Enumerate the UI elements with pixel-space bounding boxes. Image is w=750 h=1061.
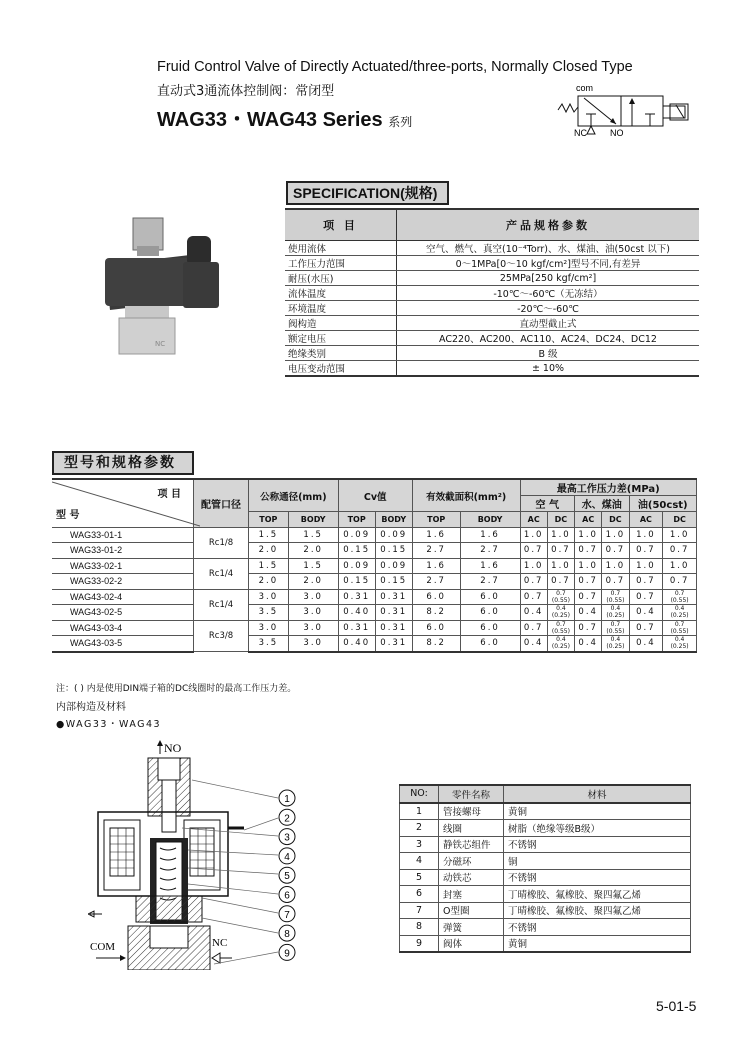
model-name: WAG43-03-4 [52, 620, 194, 636]
title-chinese: 直动式3通流体控制阀：常闭型 [157, 84, 335, 99]
parts-row [400, 803, 691, 820]
part-material: 不锈钢 [504, 836, 691, 853]
model-water-dc: 0.7 [602, 574, 629, 590]
model-cv-top: 0.15 [338, 543, 375, 559]
model-port: Rc1/4 [194, 589, 249, 620]
spec-row [285, 301, 699, 316]
model-cv-body: 0.31 [375, 620, 412, 636]
model-name: WAG43-03-5 [52, 636, 194, 652]
pressure-value: 0.4 [674, 636, 685, 644]
model-cv-top: 0.40 [338, 636, 375, 652]
model-row [52, 605, 697, 621]
model-area-body: 6.0 [460, 589, 520, 605]
model-area-body: 2.7 [460, 543, 520, 559]
callout-number: 6 [284, 890, 290, 902]
spec-table [285, 208, 699, 377]
parts-row [400, 886, 691, 903]
model-cv-top: 0.09 [338, 527, 375, 543]
model-row [52, 543, 697, 559]
part-no: 1 [400, 803, 439, 820]
part-name: 弹簧 [439, 919, 504, 936]
model-oil-ac: 0.7 [629, 543, 663, 559]
model-oil-ac: 1.0 [629, 558, 663, 574]
header-port: 配管口径 [194, 479, 249, 527]
spec-item: 工作压力范围 [285, 256, 397, 271]
subheader-body: BODY [288, 512, 338, 528]
callout-number: 1 [284, 794, 290, 805]
model-cv-top: 0.40 [338, 605, 375, 621]
pressure-value: 0.4 [556, 605, 566, 613]
spec-row [285, 271, 699, 286]
model-area-body: 6.0 [460, 605, 520, 621]
model-air-dc: 1.0 [547, 558, 574, 574]
model-area-top: 2.7 [412, 543, 460, 559]
pressure-value: 0.7 [556, 589, 566, 597]
model-air-dc: 0.7 [547, 574, 574, 590]
part-no: 3 [400, 836, 439, 853]
diagram-com-label: COM [90, 941, 116, 953]
models-heading: 型号和规格参数 [52, 451, 194, 475]
part-no: 5 [400, 869, 439, 886]
construction-title: 内部构造及材料 [56, 702, 126, 713]
model-dia-body: 1.5 [288, 527, 338, 543]
model-air-ac: 0.4 [520, 636, 547, 652]
model-dia-top: 3.0 [249, 620, 289, 636]
spec-item: 阀构造 [285, 316, 397, 331]
series-suffix: 系列 [388, 115, 413, 129]
parts-row [400, 902, 691, 919]
pressure-value: 0.7 [674, 589, 685, 597]
spec-value: 直动型截止式 [397, 316, 700, 331]
model-water-ac: 1.0 [575, 558, 602, 574]
part-name: 分磁环 [439, 853, 504, 870]
series-title [157, 103, 412, 132]
model-water-ac: 0.7 [575, 543, 602, 559]
model-area-body: 1.6 [460, 558, 520, 574]
parts-row [400, 919, 691, 936]
model-area-top: 6.0 [412, 589, 460, 605]
part-no: 9 [400, 935, 439, 952]
pressure-din-value: (0.25) [606, 643, 625, 651]
spec-value: B 级 [397, 346, 700, 361]
model-area-top: 1.6 [412, 558, 460, 574]
model-cv-body: 0.31 [375, 605, 412, 621]
pressure-din-value: (0.25) [551, 612, 570, 620]
pressure-value: 0.7 [674, 620, 685, 628]
model-dia-body: 1.5 [288, 558, 338, 574]
subheader-top: TOP [338, 512, 375, 528]
series-name: WAG33・WAG43 Series [157, 109, 383, 131]
model-area-body: 2.7 [460, 574, 520, 590]
model-area-top: 2.7 [412, 574, 460, 590]
model-air-ac: 0.7 [520, 574, 547, 590]
parts-table [399, 784, 691, 953]
model-area-body: 6.0 [460, 620, 520, 636]
model-name: WAG43-02-4 [52, 589, 194, 605]
model-row [52, 527, 697, 543]
model-cv-body: 0.31 [375, 636, 412, 652]
subheader-ac: AC [629, 512, 663, 528]
part-name: 封塞 [439, 886, 504, 903]
part-no: 8 [400, 919, 439, 936]
photo-nc-label: NC [155, 340, 166, 348]
model-area-top: 1.6 [412, 527, 460, 543]
title-english: Fruid Control Valve of Directly Actuated/three-ports, Normally Closed Type [157, 59, 633, 75]
model-water-ac: 0.7 [575, 574, 602, 590]
header-model: 型 号 [56, 510, 80, 522]
parts-row [400, 836, 691, 853]
part-name: 动铁芯 [439, 869, 504, 886]
part-no: 7 [400, 902, 439, 919]
parts-row [400, 935, 691, 952]
callout-number: 8 [284, 929, 290, 941]
spec-row [285, 286, 699, 301]
valve-cross-section-diagram [88, 738, 318, 970]
model-dia-body: 3.0 [288, 605, 338, 621]
pressure-value: 0.7 [556, 620, 566, 628]
pressure-value: 0.4 [610, 636, 621, 644]
part-name: 静铁芯组件 [439, 836, 504, 853]
model-air-ac: 0.7 [520, 543, 547, 559]
symbol-no-label: NO [610, 128, 624, 138]
pressure-din-value: (0.55) [606, 596, 625, 604]
model-row [52, 620, 697, 636]
model-cv-top: 0.31 [338, 589, 375, 605]
table-note: 注：( ) 内是使用DIN端子箱的DC线圈时的最高工作压力差。 [56, 684, 297, 694]
model-cv-body: 0.15 [375, 574, 412, 590]
model-name: WAG33-01-2 [52, 543, 194, 559]
construction-subtitle: ●WAG33・WAG43 [56, 719, 162, 730]
model-air-dc: 1.0 [547, 527, 574, 543]
models-table [52, 478, 697, 653]
spec-value: -10℃～-60℃（无冻结） [397, 286, 700, 301]
part-no: 2 [400, 820, 439, 837]
subheader-dc: DC [547, 512, 574, 528]
parts-col-name: 零件名称 [439, 785, 504, 803]
model-air-ac: 1.0 [520, 527, 547, 543]
model-cv-body: 0.15 [375, 543, 412, 559]
model-oil-ac: 0.4 [629, 605, 663, 621]
model-cv-top: 0.09 [338, 558, 375, 574]
header-cv: Cv值 [338, 479, 412, 512]
model-water-ac: 1.0 [575, 527, 602, 543]
spec-item: 额定电压 [285, 331, 397, 346]
model-dia-top: 3.0 [249, 589, 289, 605]
model-row [52, 574, 697, 590]
model-name: WAG43-02-5 [52, 605, 194, 621]
symbol-nc-label: NC [574, 128, 587, 138]
model-water-dc: 0.7 [602, 543, 629, 559]
subheader-top: TOP [412, 512, 460, 528]
pressure-value: 0.4 [610, 605, 621, 613]
model-oil-dc: 0.7 [663, 543, 697, 559]
header-item: 项 目 [157, 489, 181, 501]
part-name: O型圈 [439, 902, 504, 919]
spec-value: 25MPa[250 kgf/cm²] [397, 271, 700, 286]
model-cv-body: 0.09 [375, 558, 412, 574]
model-air-dc [547, 636, 574, 652]
model-air-ac: 0.7 [520, 589, 547, 605]
model-water-dc [602, 636, 629, 652]
model-row [52, 636, 697, 652]
pressure-din-value: (0.55) [551, 627, 570, 635]
spec-row [285, 346, 699, 361]
model-name: WAG33-01-1 [52, 527, 194, 543]
model-area-body: 1.6 [460, 527, 520, 543]
model-water-dc [602, 620, 629, 636]
part-material: 丁晴橡胶、氟橡胶、聚四氟乙烯 [504, 886, 691, 903]
model-cv-body: 0.09 [375, 527, 412, 543]
model-oil-dc: 1.0 [663, 527, 697, 543]
spec-item: 绝缘类别 [285, 346, 397, 361]
model-water-ac: 0.7 [575, 589, 602, 605]
model-dia-top: 2.0 [249, 574, 289, 590]
part-name: 阀体 [439, 935, 504, 952]
header-air: 空 气 [520, 496, 575, 512]
spec-col-value: 产品规格参数 [397, 209, 700, 241]
part-material: 黄铜 [504, 803, 691, 820]
parts-col-material: 材料 [504, 785, 691, 803]
spec-item: 使用流体 [285, 241, 397, 256]
part-material: 铜 [504, 853, 691, 870]
subheader-top: TOP [249, 512, 289, 528]
model-name: WAG33-02-1 [52, 558, 194, 574]
part-no: 4 [400, 853, 439, 870]
model-oil-dc [663, 589, 697, 605]
model-oil-ac: 1.0 [629, 527, 663, 543]
callout-number: 7 [284, 909, 290, 921]
spec-value: ± 10% [397, 361, 700, 377]
model-air-ac: 0.7 [520, 620, 547, 636]
pressure-din-value: (0.25) [606, 612, 625, 620]
header-dia: 公称通径(mm) [249, 479, 339, 512]
model-oil-dc [663, 620, 697, 636]
spec-value: 空气、燃气、真空(10⁻⁴Torr)、水、煤油、油(50cst 以下) [397, 241, 700, 256]
model-water-dc [602, 589, 629, 605]
header-corner [52, 479, 194, 527]
subheader-body: BODY [375, 512, 412, 528]
model-dia-body: 3.0 [288, 636, 338, 652]
model-dia-body: 2.0 [288, 543, 338, 559]
model-oil-ac: 0.7 [629, 620, 663, 636]
model-air-dc: 0.7 [547, 543, 574, 559]
spec-value: -20℃～-60℃ [397, 301, 700, 316]
subheader-body: BODY [460, 512, 520, 528]
pressure-din-value: (0.25) [670, 612, 689, 620]
model-air-dc [547, 605, 574, 621]
model-dia-top: 3.5 [249, 605, 289, 621]
model-oil-dc: 1.0 [663, 558, 697, 574]
model-area-body: 6.0 [460, 636, 520, 652]
model-water-dc: 1.0 [602, 558, 629, 574]
model-water-ac: 0.4 [575, 605, 602, 621]
model-area-top: 8.2 [412, 636, 460, 652]
diagram-no-label: NO [164, 741, 182, 755]
callout-number: 5 [284, 871, 290, 883]
part-name: 管接螺母 [439, 803, 504, 820]
subheader-dc: DC [602, 512, 629, 528]
model-name: WAG33-02-2 [52, 574, 194, 590]
model-air-dc [547, 589, 574, 605]
model-dia-top: 1.5 [249, 527, 289, 543]
pressure-din-value: (0.55) [670, 627, 689, 635]
model-oil-dc [663, 636, 697, 652]
callout-number: 4 [284, 851, 290, 863]
model-dia-body: 2.0 [288, 574, 338, 590]
model-port: Rc1/4 [194, 558, 249, 589]
model-dia-top: 2.0 [249, 543, 289, 559]
header-area: 有效截面积(mm²) [412, 479, 520, 512]
model-port: Rc1/8 [194, 527, 249, 558]
spec-col-item: 项 目 [285, 209, 397, 241]
part-material: 黄铜 [504, 935, 691, 952]
header-pressure: 最高工作压力差(MPa) [520, 479, 696, 496]
parts-row [400, 853, 691, 870]
pressure-din-value: (0.55) [606, 627, 625, 635]
model-water-ac: 0.4 [575, 636, 602, 652]
spec-value: AC220、AC200、AC110、AC24、DC24、DC12 [397, 331, 700, 346]
pressure-din-value: (0.25) [670, 643, 689, 651]
spec-row [285, 241, 699, 256]
spec-item: 电压变动范围 [285, 361, 397, 377]
pressure-value: 0.4 [674, 605, 685, 613]
model-water-dc: 1.0 [602, 527, 629, 543]
spec-item: 流体温度 [285, 286, 397, 301]
header-oil: 油(50cst) [629, 496, 696, 512]
pressure-din-value: (0.25) [551, 643, 570, 651]
model-oil-dc: 0.7 [663, 574, 697, 590]
model-dia-top: 1.5 [249, 558, 289, 574]
pressure-value: 0.4 [556, 636, 566, 644]
model-oil-ac: 0.7 [629, 574, 663, 590]
pressure-din-value: (0.55) [551, 596, 570, 604]
spec-heading: SPECIFICATION(规格) [286, 181, 449, 205]
model-cv-top: 0.31 [338, 620, 375, 636]
model-dia-body: 3.0 [288, 589, 338, 605]
subheader-ac: AC [520, 512, 547, 528]
callout-number: 3 [284, 832, 290, 844]
model-cv-body: 0.31 [375, 589, 412, 605]
model-water-ac: 0.7 [575, 620, 602, 636]
part-material: 不锈钢 [504, 919, 691, 936]
model-air-ac: 1.0 [520, 558, 547, 574]
spec-value: 0～1MPa[0～10 kgf/cm²]型号不同,有差异 [397, 256, 700, 271]
pressure-din-value: (0.55) [670, 596, 689, 604]
model-oil-ac: 0.7 [629, 589, 663, 605]
pressure-value: 0.7 [610, 589, 621, 597]
part-name: 线圈 [439, 820, 504, 837]
pressure-value: 0.7 [610, 620, 621, 628]
parts-col-no: NO: [400, 785, 439, 803]
page-number: 5-01-5 [656, 998, 697, 1014]
spec-row [285, 316, 699, 331]
spec-item: 耐压(水压) [285, 271, 397, 286]
model-oil-dc [663, 605, 697, 621]
subheader-ac: AC [575, 512, 602, 528]
callout-number: 9 [284, 948, 290, 960]
model-area-top: 6.0 [412, 620, 460, 636]
model-area-top: 8.2 [412, 605, 460, 621]
spec-row [285, 331, 699, 346]
callout-number: 2 [284, 813, 290, 825]
diagram-nc-label: NC [212, 937, 228, 949]
spec-row [285, 256, 699, 271]
symbol-com-label: com [576, 83, 594, 93]
valve-photo [95, 210, 235, 360]
parts-row [400, 869, 691, 886]
model-water-dc [602, 605, 629, 621]
parts-row [400, 820, 691, 837]
part-material: 丁晴橡胶、氟橡胶、聚四氟乙烯 [504, 902, 691, 919]
model-dia-top: 3.5 [249, 636, 289, 652]
subheader-dc: DC [663, 512, 697, 528]
model-cv-top: 0.15 [338, 574, 375, 590]
spec-item: 环境温度 [285, 301, 397, 316]
part-no: 6 [400, 886, 439, 903]
model-row [52, 558, 697, 574]
model-air-ac: 0.4 [520, 605, 547, 621]
part-material: 不锈钢 [504, 869, 691, 886]
model-oil-ac: 0.4 [629, 636, 663, 652]
part-material: 树脂（绝缘等级B级） [504, 820, 691, 837]
header-water: 水、煤油 [575, 496, 630, 512]
valve-symbol-icon [548, 82, 718, 138]
model-dia-body: 3.0 [288, 620, 338, 636]
model-port: Rc3/8 [194, 620, 249, 652]
model-row [52, 589, 697, 605]
model-air-dc [547, 620, 574, 636]
spec-row [285, 361, 699, 377]
